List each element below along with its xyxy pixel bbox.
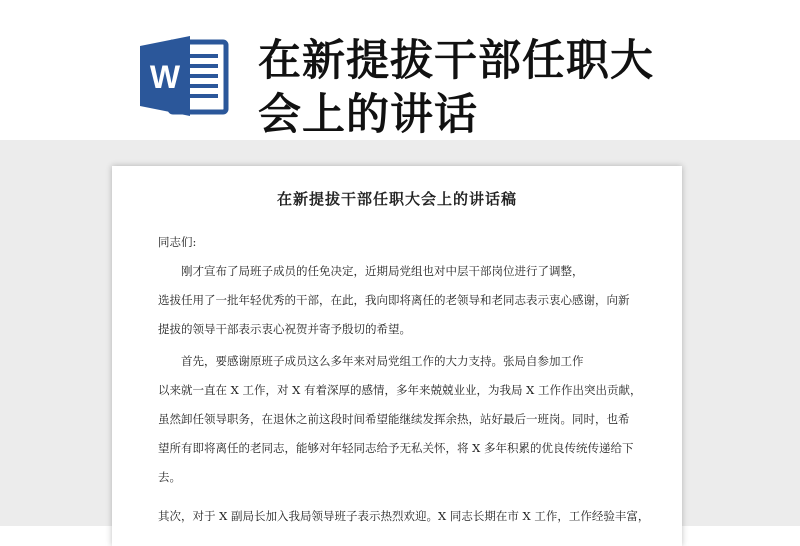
paragraph-line: 提拔的领导干部表示衷心祝贺并寄予殷切的希望。 [158,322,411,336]
paragraph-1 [158,257,648,344]
page-title-line2: 会上的讲话 [258,90,478,140]
paragraph-line: 去。 [158,470,181,484]
paragraph-line: 其次，对于 X 副局长加入我局领导班子表示热烈欢迎。X 同志长期在市 X 工作，工作经验丰富， [158,509,650,523]
salutation-text: 同志们: [158,235,197,249]
paragraph-line: 首先，要感谢原班子成员这么多年来对局党组工作的大力支持。张局自参加工作 [158,354,584,368]
paragraph-line: 以来就一直在 X 工作，对 X 有着深厚的感情，多年来兢兢业业，为我局 X 工作作出突出贡献， [158,383,642,397]
page-title [258,34,738,142]
word-icon [140,36,230,116]
word-icon-letter: W [149,59,181,95]
paragraph-line: 刚才宣布了局班子成员的任免决定，近期局党组也对中层干部岗位进行了调整， [158,264,584,278]
document-title: 在新提拔干部任职大会上的讲话稿 [276,190,517,208]
paragraph-3 [158,502,648,531]
page-title-line1: 在新提拔干部任职大 [258,36,654,86]
paragraph-line: 虽然卸任领导职务，在退休之前这段时间希望能继续发挥余热，站好最后一班岗。同时，也希 [158,412,630,426]
document-page [112,166,682,546]
paragraph-2 [158,347,648,492]
paragraph-line: 望所有即将离任的老同志，能够对年轻同志给予无私关怀，将 X 多年积累的优良传统传递给下 [158,441,634,455]
header-banner [0,0,800,140]
paragraph-line: 选拔任用了一批年轻优秀的干部，在此，我向即将离任的老领导和老同志表示衷心感谢，向新 [158,293,630,307]
salutation [158,228,648,257]
